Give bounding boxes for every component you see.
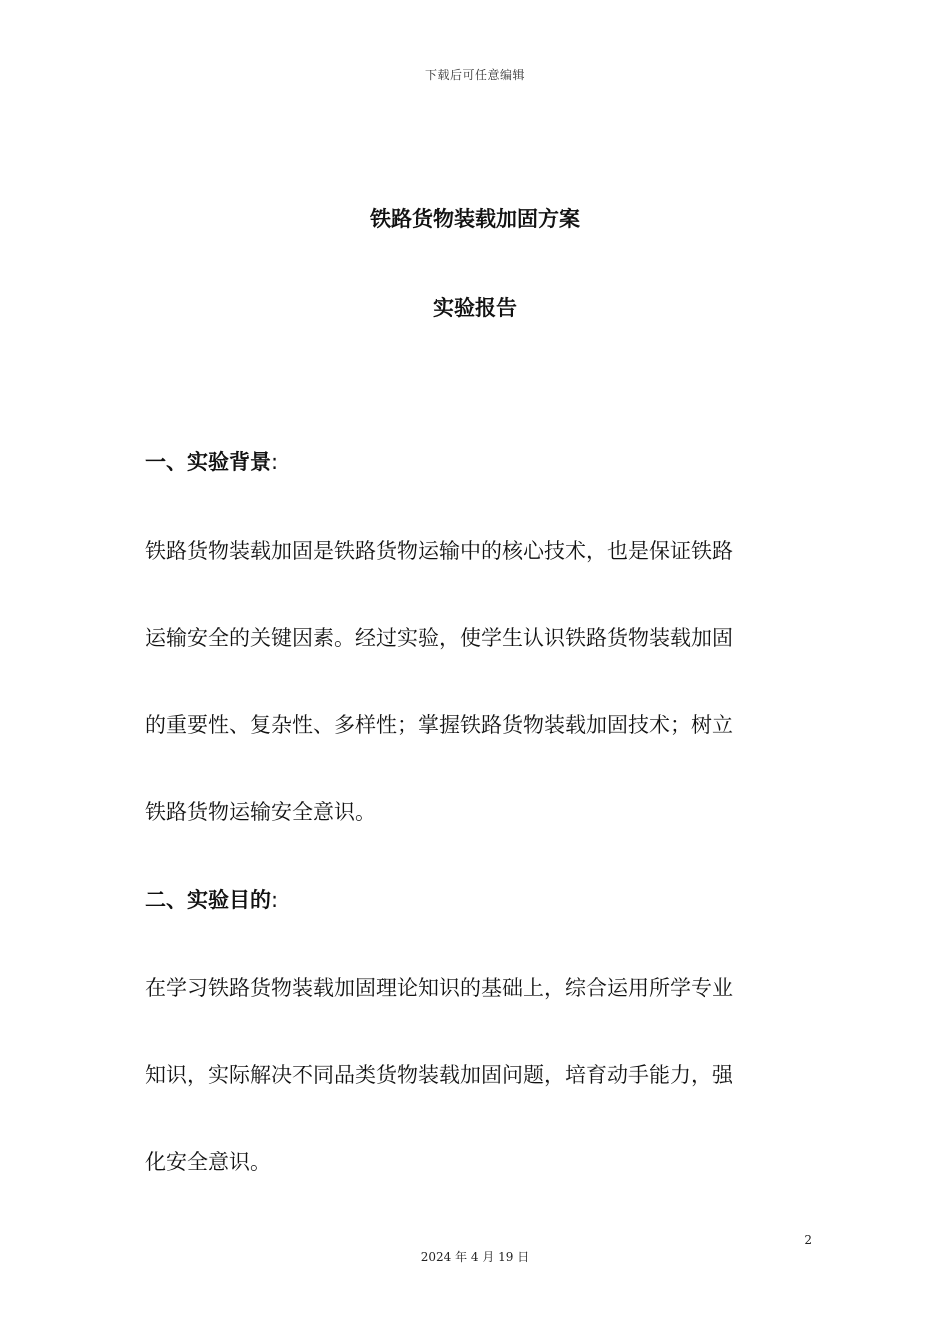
section-heading-colon: : bbox=[271, 888, 279, 912]
section-heading-colon: : bbox=[271, 450, 279, 474]
section-heading-purpose bbox=[145, 884, 278, 914]
paragraph-line: 铁路货物运输安全意识。 bbox=[145, 800, 376, 824]
paragraph-line: 的重要性、复杂性、多样性；掌握铁路货物装载加固技术；树立 bbox=[145, 713, 733, 737]
footer-date: 2024 年 4 月 19 日 bbox=[420, 1250, 530, 1264]
section-heading-text: 二、实验目的 bbox=[145, 888, 271, 912]
paragraph-line: 铁路货物装载加固是铁路货物运输中的核心技术，也是保证铁路 bbox=[145, 539, 733, 563]
paragraph-line: 运输安全的关键因素。经过实验，使学生认识铁路货物装载加固 bbox=[145, 626, 733, 650]
document-title: 铁路货物装载加固方案 bbox=[370, 207, 580, 231]
paragraph-line: 化安全意识。 bbox=[145, 1150, 271, 1174]
section-heading-text: 一、实验背景 bbox=[145, 450, 271, 474]
paragraph-line: 在学习铁路货物装载加固理论知识的基础上，综合运用所学专业 bbox=[145, 976, 733, 1000]
header-note: 下载后可任意编辑 bbox=[424, 68, 525, 82]
paragraph-line: 知识，实际解决不同品类货物装载加固问题，培育动手能力，强 bbox=[145, 1063, 733, 1087]
section-heading-background bbox=[145, 446, 278, 476]
document-subtitle: 实验报告 bbox=[433, 296, 517, 320]
page-number: 2 bbox=[804, 1233, 812, 1247]
